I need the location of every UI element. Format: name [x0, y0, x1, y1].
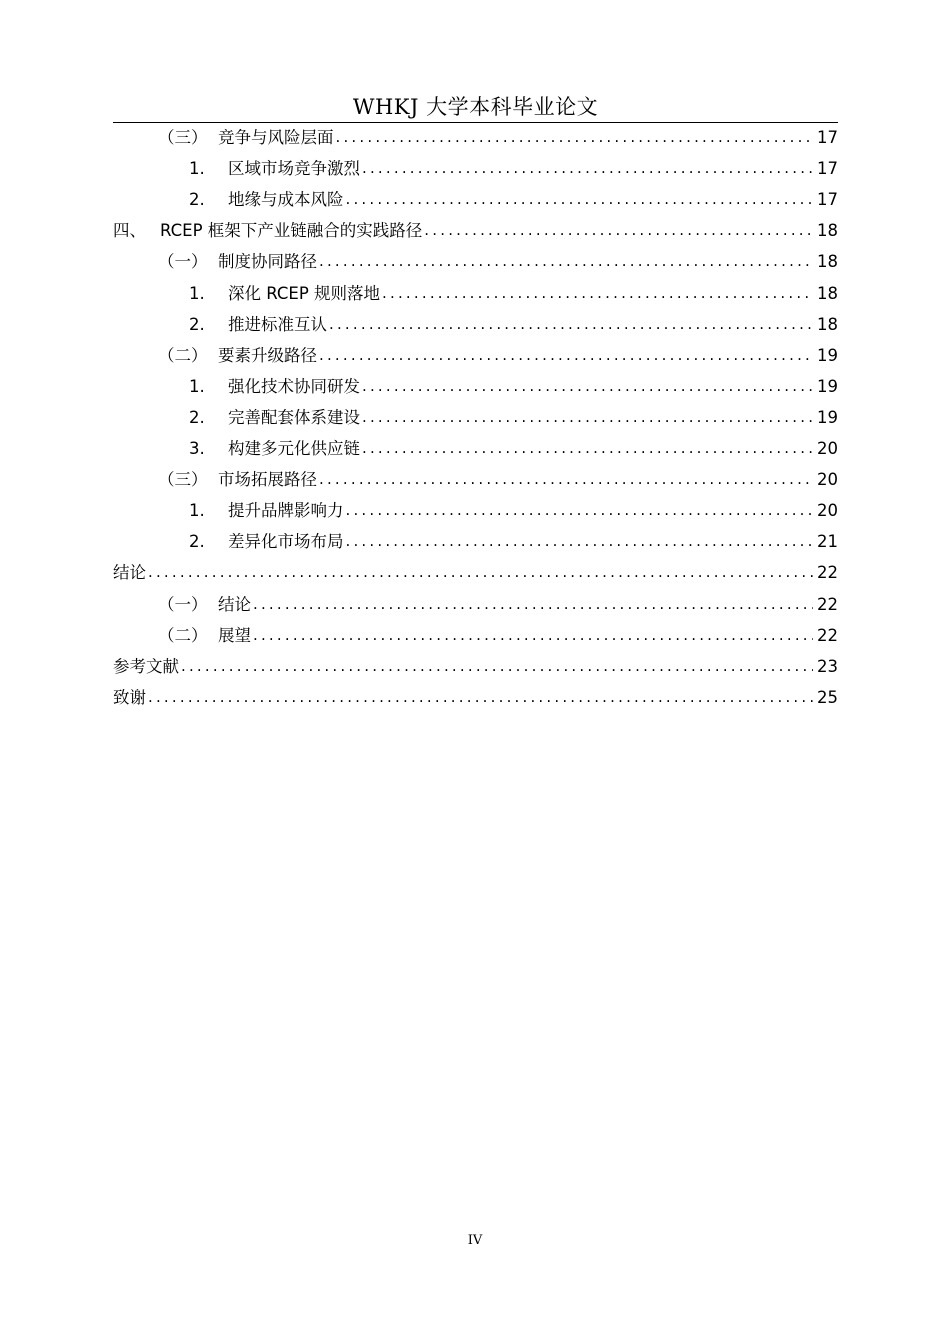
- toc-entry-page: 17: [817, 190, 838, 210]
- toc-entry-number: 2.: [189, 407, 205, 427]
- toc-entry[interactable]: [113, 246, 838, 277]
- toc-entry[interactable]: [113, 184, 838, 215]
- page-header-title: WHKJ 大学本科毕业论文: [113, 92, 838, 123]
- toc-entry-number: 2.: [189, 532, 205, 552]
- toc-entry[interactable]: [113, 340, 838, 371]
- toc-dot-leader: [382, 278, 813, 309]
- toc-entry-page: 22: [817, 625, 838, 645]
- toc-entry[interactable]: [113, 620, 838, 651]
- toc-entry[interactable]: [113, 153, 838, 184]
- toc-entry-page: 18: [817, 314, 838, 334]
- toc-entry[interactable]: [113, 588, 838, 619]
- toc-entry[interactable]: [113, 495, 838, 526]
- toc-entry-title: 参考文献: [113, 656, 179, 676]
- page-number: IV: [467, 1233, 483, 1248]
- toc-entry-title: 地缘与成本风险: [228, 190, 344, 210]
- toc-entry[interactable]: [113, 122, 838, 153]
- toc-dot-leader: [253, 620, 813, 651]
- toc-entry[interactable]: [113, 402, 838, 433]
- toc-dot-leader: [319, 464, 813, 495]
- toc-entry-number: 2.: [189, 190, 205, 210]
- toc-entry-number: 2.: [189, 314, 205, 334]
- toc-dot-leader: [148, 557, 813, 588]
- toc-entry-page: 18: [817, 221, 838, 241]
- toc-entry-page: 18: [817, 283, 838, 303]
- toc-entry-page: 20: [817, 470, 838, 490]
- toc-entry-number: 四、: [113, 221, 146, 241]
- toc-dot-leader: [336, 122, 814, 153]
- toc-dot-leader: [362, 371, 813, 402]
- toc-entry-page: 17: [817, 159, 838, 179]
- toc-entry-page: 18: [817, 252, 838, 272]
- toc-entry-page: 19: [817, 345, 838, 365]
- toc-dot-leader: [319, 246, 813, 277]
- toc-entry[interactable]: [113, 464, 838, 495]
- toc-entry-page: 23: [817, 656, 838, 676]
- toc-entry-number: 1.: [189, 501, 205, 521]
- toc-dot-leader: [148, 682, 813, 713]
- toc-entry-number: （一）: [158, 594, 208, 614]
- toc-entry-title: 结论: [218, 594, 251, 614]
- toc-entry-number: 1.: [189, 376, 205, 396]
- toc-entry[interactable]: [113, 309, 838, 340]
- toc-entry-page: 22: [817, 594, 838, 614]
- toc-entry[interactable]: [113, 682, 838, 713]
- toc-entry-number: （二）: [158, 625, 208, 645]
- toc-entry[interactable]: [113, 277, 838, 308]
- toc-entry-title: 推进标准互认: [228, 314, 327, 334]
- toc-entry-title: 致谢: [113, 687, 146, 707]
- toc-entry-page: 25: [817, 687, 838, 707]
- toc-entry-title: 制度协同路径: [218, 252, 317, 272]
- toc-entry-page: 22: [817, 563, 838, 583]
- toc-entry-title: 构建多元化供应链: [228, 439, 360, 459]
- toc-dot-leader: [181, 651, 813, 682]
- toc-entry-title: 要素升级路径: [218, 345, 317, 365]
- toc-entry-title: 深化 RCEP 规则落地: [228, 283, 381, 303]
- toc-entry-page: 21: [817, 532, 838, 552]
- toc-entry-page: 19: [817, 376, 838, 396]
- toc-entry-number: （二）: [158, 345, 208, 365]
- toc-entry[interactable]: [113, 651, 838, 682]
- toc-entry[interactable]: [113, 433, 838, 464]
- toc-dot-leader: [362, 153, 813, 184]
- toc-dot-leader: [424, 215, 813, 246]
- toc-entry-page: 20: [817, 501, 838, 521]
- toc-entry-number: （三）: [158, 470, 208, 490]
- toc-entry-page: 19: [817, 407, 838, 427]
- toc-entry-title: RCEP 框架下产业链融合的实践路径: [160, 221, 423, 241]
- toc-entry[interactable]: [113, 371, 838, 402]
- toc-entry-title: 提升品牌影响力: [228, 501, 344, 521]
- toc-entry-number: （一）: [158, 252, 208, 272]
- toc-dot-leader: [319, 340, 813, 371]
- toc-entry-title: 展望: [218, 625, 251, 645]
- toc-dot-leader: [346, 495, 814, 526]
- toc-entry[interactable]: [113, 557, 838, 588]
- toc-entry-page: 20: [817, 439, 838, 459]
- toc-dot-leader: [346, 526, 814, 557]
- toc-entry-number: 1.: [189, 283, 205, 303]
- toc-entry-title: 完善配套体系建设: [228, 407, 360, 427]
- toc-entry[interactable]: [113, 215, 838, 246]
- toc-entry-number: （三）: [158, 128, 208, 148]
- toc-entry-title: 差异化市场布局: [228, 532, 344, 552]
- toc-entry-number: 1.: [189, 159, 205, 179]
- toc-entry-page: 17: [817, 128, 838, 148]
- toc-dot-leader: [362, 402, 813, 433]
- toc-entry-title: 区域市场竞争激烈: [228, 159, 360, 179]
- toc-entry-title: 市场拓展路径: [218, 470, 317, 490]
- toc-dot-leader: [362, 433, 813, 464]
- toc-entry-title: 结论: [113, 563, 146, 583]
- toc-entry-title: 竞争与风险层面: [218, 128, 334, 148]
- toc-entry-number: 3.: [189, 439, 205, 459]
- toc-entry-title: 强化技术协同研发: [228, 376, 360, 396]
- toc-dot-leader: [253, 589, 813, 620]
- toc-dot-leader: [346, 184, 814, 215]
- toc-entry[interactable]: [113, 526, 838, 557]
- toc-dot-leader: [329, 309, 813, 340]
- table-of-contents: [113, 122, 838, 713]
